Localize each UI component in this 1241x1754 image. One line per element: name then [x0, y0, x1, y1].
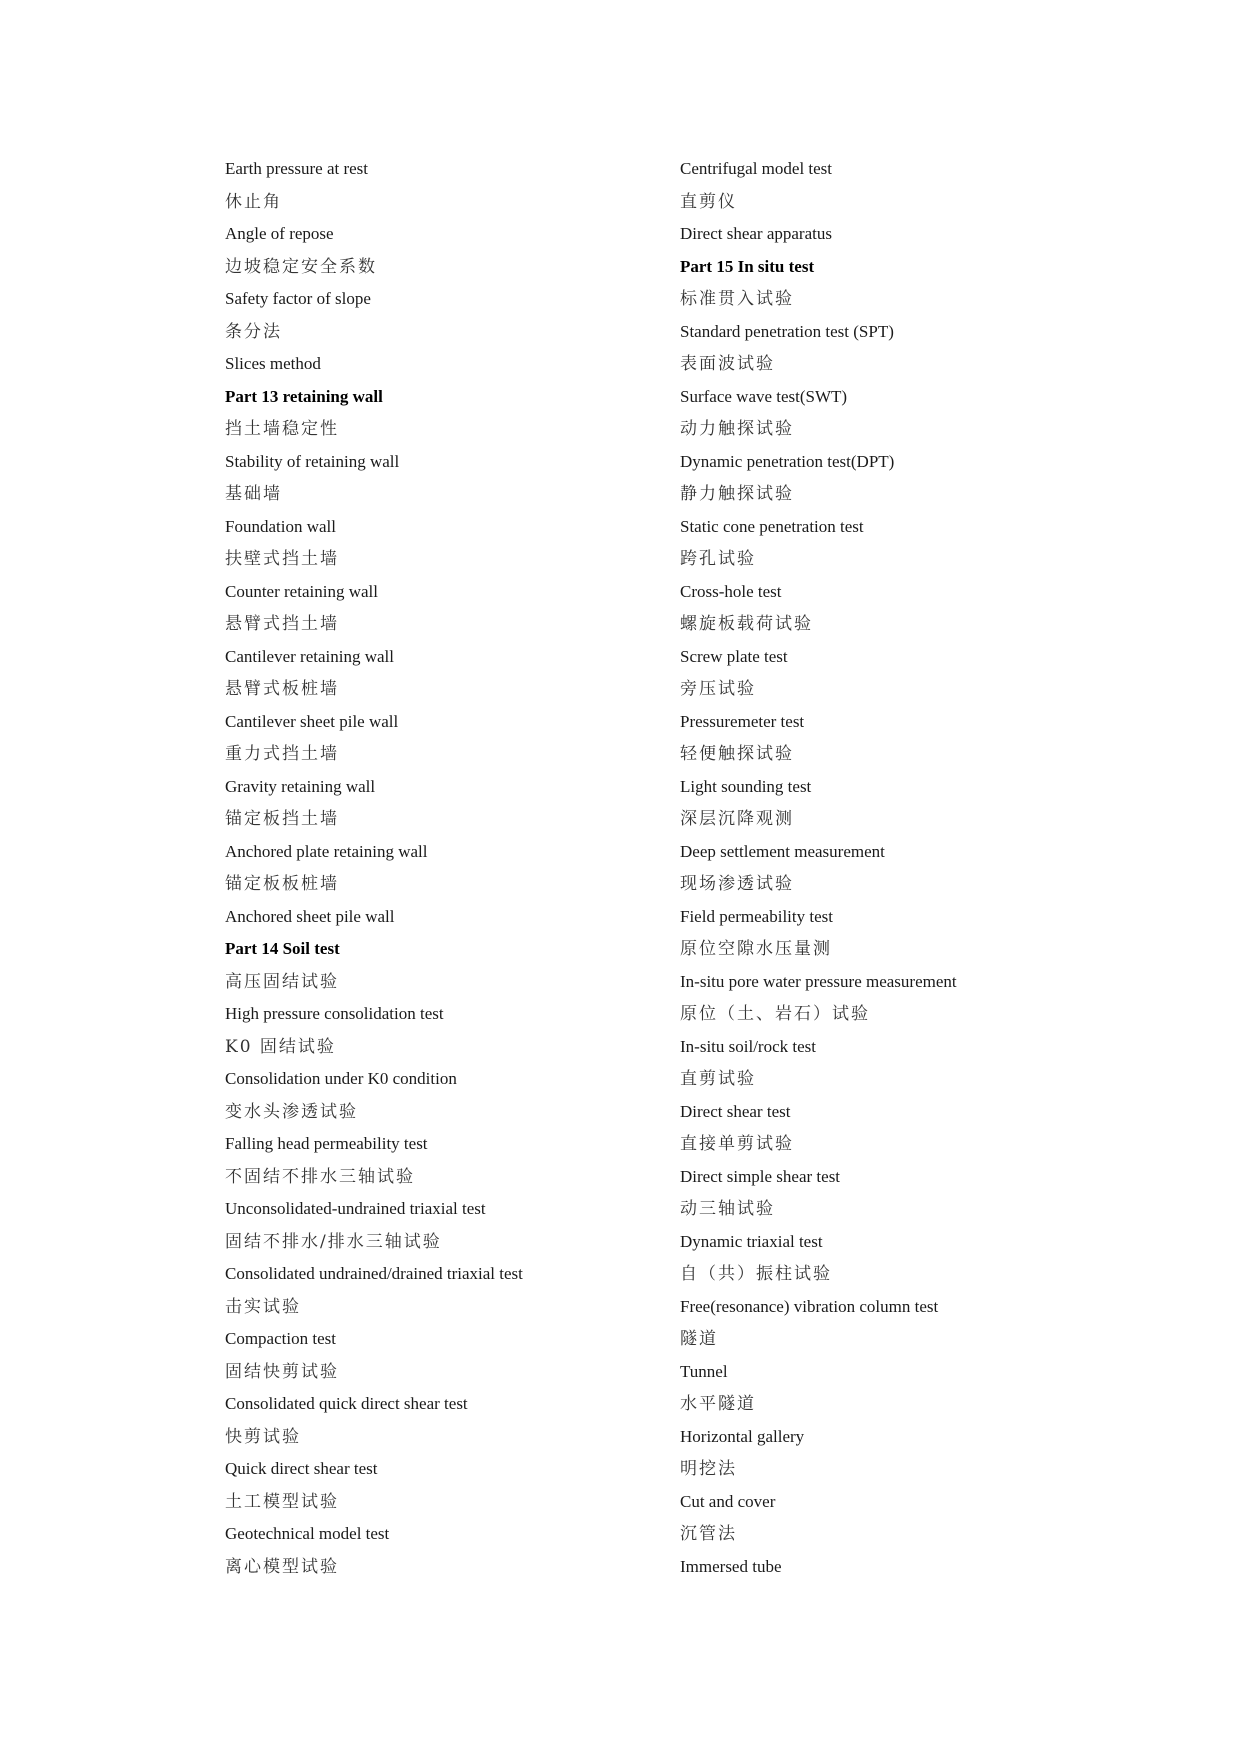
term-chinese: 锚定板板桩墙 [225, 874, 339, 894]
term-chinese: 深层沉降观测 [680, 809, 794, 829]
term-chinese: 隧道 [680, 1329, 718, 1349]
term-chinese: 休止角 [225, 191, 282, 212]
term-chinese: 悬臂式挡土墙 [225, 614, 339, 634]
term-chinese: 直接单剪试验 [680, 1134, 794, 1154]
term-english: Standard penetration test (SPT) [680, 321, 894, 341]
term-english: Geotechnical model test [225, 1524, 390, 1543]
term-english: Slices method [225, 354, 321, 373]
term-chinese: 锚定板挡土墙 [225, 809, 339, 829]
term-chinese: 土工模型试验 [225, 1491, 339, 1512]
term-chinese: 变水头渗透试验 [225, 1101, 358, 1122]
term-english: Direct shear apparatus [680, 224, 832, 243]
term-english: In-situ soil/rock test [680, 1036, 816, 1056]
term-chinese: 高压固结试验 [225, 971, 339, 992]
term-english: Immersed tube [680, 1556, 782, 1576]
term-english: Stability of retaining wall [225, 451, 400, 471]
term-chinese: 表面波试验 [680, 354, 775, 374]
term-english: High pressure consolidation test [225, 1004, 444, 1023]
term-english: Quick direct shear test [225, 1459, 378, 1478]
term-english: Compaction test [225, 1329, 336, 1348]
term-chinese: 离心模型试验 [225, 1556, 339, 1577]
term-chinese: 静力触探试验 [680, 484, 794, 504]
term-chinese: 挡土墙稳定性 [225, 419, 339, 439]
term-chinese: 直剪试验 [680, 1069, 756, 1089]
term-english: Consolidated quick direct shear test [225, 1394, 468, 1413]
term-english: Unconsolidated-undrained triaxial test [225, 1199, 486, 1218]
term-chinese: 螺旋板载荷试验 [680, 614, 813, 634]
term-english: Anchored sheet pile wall [225, 906, 395, 926]
term-chinese: 不固结不排水三轴试验 [225, 1166, 415, 1187]
term-english: Dynamic triaxial test [680, 1231, 823, 1251]
term-english: Cross-hole test [680, 581, 782, 601]
term-chinese: 扶壁式挡土墙 [225, 549, 339, 569]
term-english: Static cone penetration test [680, 516, 864, 536]
term-english: Tunnel [680, 1361, 728, 1381]
term-chinese: 直剪仪 [680, 191, 737, 212]
term-chinese: 沉管法 [680, 1524, 737, 1544]
term-english: Counter retaining wall [225, 581, 378, 601]
right-term-column [680, 153, 1180, 1583]
term-chinese: 明挖法 [680, 1459, 737, 1479]
term-english: Field permeability test [680, 906, 833, 926]
term-english: Earth pressure at rest [225, 159, 369, 178]
term-english: Centrifugal model test [680, 159, 833, 178]
term-english: Safety factor of slope [225, 289, 371, 308]
term-chinese: 原位（土、岩石）试验 [680, 1004, 870, 1024]
term-english: Light sounding test [680, 776, 812, 796]
term-chinese: 原位空隙水压量测 [680, 939, 832, 959]
term-chinese: 标准贯入试验 [680, 289, 794, 309]
term-chinese: 轻便触探试验 [680, 744, 794, 764]
term-english: Angle of repose [225, 224, 334, 243]
term-english: Direct shear test [680, 1101, 791, 1121]
term-english: Screw plate test [680, 646, 788, 666]
term-chinese: 边坡稳定安全系数 [225, 256, 377, 277]
term-chinese: 跨孔试验 [680, 549, 756, 569]
term-chinese: 条分法 [225, 321, 282, 342]
term-english: Pressuremeter test [680, 711, 805, 731]
term-english: Consolidated undrained/drained triaxial test [225, 1264, 523, 1283]
term-chinese: 击实试验 [225, 1296, 301, 1317]
term-english: Consolidation under K0 condition [225, 1069, 457, 1088]
term-english: Cut and cover [680, 1491, 776, 1511]
section-heading: Part 15 In situ test [680, 256, 815, 276]
term-english: Direct simple shear test [680, 1166, 841, 1186]
section-heading: Part 14 Soil test [225, 939, 340, 958]
term-english: Cantilever retaining wall [225, 646, 394, 666]
term-english: Horizontal gallery [680, 1426, 805, 1446]
left-term-column [225, 153, 665, 1583]
term-english: Gravity retaining wall [225, 776, 376, 796]
term-chinese: 旁压试验 [680, 679, 756, 699]
term-chinese: 现场渗透试验 [680, 874, 794, 894]
term-english: Surface wave test(SWT) [680, 386, 848, 406]
term-chinese: 动力触探试验 [680, 419, 794, 439]
term-english: Dynamic penetration test(DPT) [680, 451, 895, 471]
term-chinese: 动三轴试验 [680, 1199, 775, 1219]
term-chinese: 自（共）振柱试验 [680, 1264, 832, 1284]
term-english: Deep settlement measurement [680, 841, 885, 861]
term-english: Anchored plate retaining wall [225, 841, 428, 861]
term-chinese: 重力式挡土墙 [225, 744, 339, 764]
term-english: Foundation wall [225, 516, 336, 536]
term-chinese: 水平隧道 [680, 1394, 756, 1414]
term-english: Cantilever sheet pile wall [225, 711, 399, 731]
section-heading: Part 13 retaining wall [225, 386, 383, 406]
term-chinese: 基础墙 [225, 484, 282, 504]
term-english: In-situ pore water pressure measurement [680, 971, 957, 991]
term-english: Falling head permeability test [225, 1134, 428, 1153]
term-chinese: K0 固结试验 [225, 1036, 336, 1057]
term-chinese: 快剪试验 [225, 1426, 301, 1447]
term-chinese: 固结快剪试验 [225, 1361, 339, 1382]
term-english: Free(resonance) vibration column test [680, 1296, 939, 1316]
term-chinese: 固结不排水/排水三轴试验 [225, 1231, 442, 1252]
term-chinese: 悬臂式板桩墙 [225, 679, 339, 699]
